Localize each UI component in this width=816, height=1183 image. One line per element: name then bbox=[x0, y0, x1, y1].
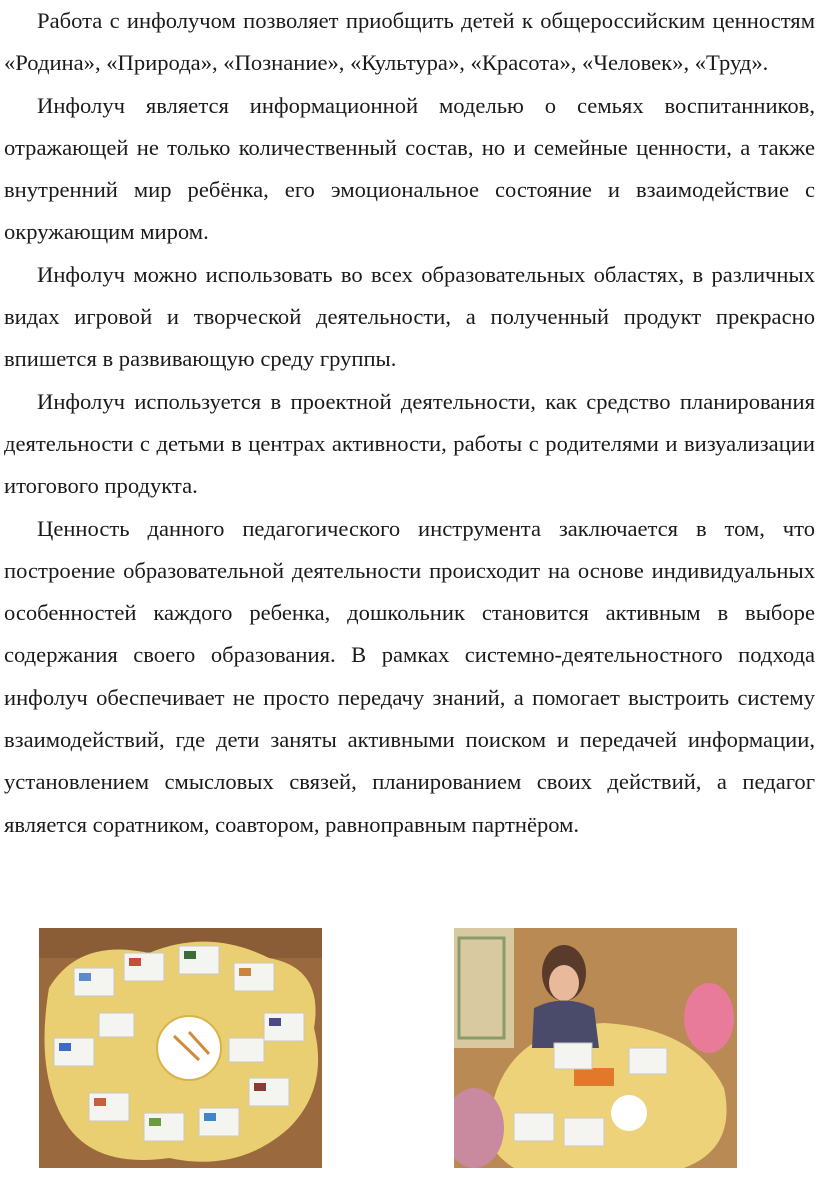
paragraph-2: Инфолуч является информационной моделью о семьях воспитанников, отражающей не только количественный состав, но и семейные ценности, а также внутренний мир ребёнка, его эмоциональное состояние и взаимодействие с окружающим миром. bbox=[4, 92, 815, 245]
paragraph-1: Работа с инфолучом позволяет приобщить детей к общероссийским ценностям «Родина», «Природа», «Познание», «Культура», «Красота», «Человек», «Труд». bbox=[4, 8, 815, 76]
paragraph-5: Ценность данного педагогического инструмента заключается в том, что построение образовательной деятельности происходит на основе индивидуальных особенностей каждого ребенка, дошкольник становится активным в выборе содержания своего образования. В рамках системно-деятельностного подхода инфолуч обеспечивает не просто передачу знаний, а помогает выстроить систему взаимодействий, где дети заняты активными поиском и передачей информации, установлением смысловых связей, планированием своих действий, а педагог является соратником, соавтором, равноправным партнёром. bbox=[4, 515, 815, 837]
body-text bbox=[4, 0, 815, 846]
table-cards-photo bbox=[39, 928, 322, 1168]
table-cards-illustration bbox=[39, 928, 322, 1168]
children-illustration bbox=[454, 928, 737, 1168]
children-at-table-photo bbox=[454, 928, 737, 1168]
paragraph-4: Инфолуч используется в проектной деятельности, как средство планирования деятельности с детьми в центрах активности, работы с родителями и визуализации итогового продукта. bbox=[4, 388, 815, 499]
paragraph-3: Инфолуч можно использовать во всех образовательных областях, в различных видах игровой и творческой деятельности, а полученный продукт прекрасно впишется в развивающую среду группы. bbox=[4, 261, 815, 372]
